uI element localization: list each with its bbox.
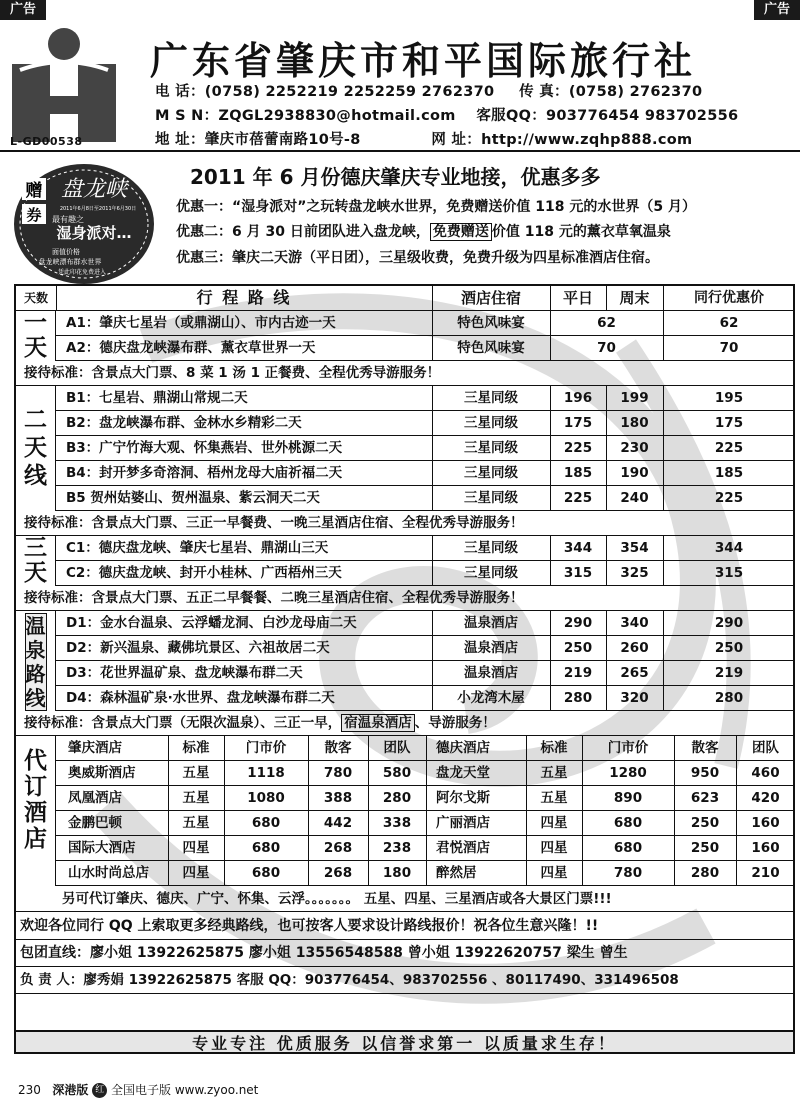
weekday-d4: 280: [563, 690, 593, 706]
hotel-b2: 三星同级: [464, 415, 518, 431]
weekend-c1: 354: [620, 540, 649, 556]
route-b2: B2：盘龙峡瀑布群、金林水乡精彩二天: [66, 415, 302, 431]
peer-b2: 175: [714, 415, 744, 431]
address-value: 肇庆市蓓蕾南路10号-8: [204, 132, 361, 148]
hotel-c2: 三星同级: [464, 565, 518, 581]
table-row: [16, 486, 793, 511]
weekday-b4: 185: [563, 465, 593, 481]
manager-line: 负 责 人：廖秀娟 13922625875 客服 QQ：903776454、983702556 、80117490、331496508: [16, 967, 793, 994]
peer-a1: 62: [719, 315, 739, 331]
day-two-text: 二天线: [24, 407, 47, 489]
hotel-dq-fit: 250: [690, 815, 720, 831]
hot-spring-text: 温泉路线: [25, 614, 46, 710]
table-row: [16, 561, 793, 586]
table-row: [16, 761, 793, 786]
hotel-b5: 三星同级: [464, 490, 518, 506]
hotel-dq-group: 160: [751, 815, 780, 831]
hotel-col-fit-l: 散客: [324, 740, 352, 756]
hotel-zq-rack: 1080: [247, 790, 285, 806]
hotel-zq-name: 奥威斯酒店: [68, 765, 136, 781]
hotel-dq-group: 420: [751, 790, 780, 806]
weekday-d2: 250: [563, 640, 593, 656]
hotel-col-group-l: 团队: [383, 740, 411, 756]
peer-d2: 250: [714, 640, 744, 656]
hotel-col-std-l: 标准: [182, 740, 210, 756]
contact-filler: [16, 994, 793, 1022]
hotel-zq-rack: 680: [251, 865, 281, 881]
hotel-zq-group: 280: [382, 790, 412, 806]
table-row: [16, 411, 793, 436]
peer-b4: 185: [714, 465, 744, 481]
route-d2: D2：新兴温泉、藏佛坑景区、六祖故居二天: [66, 640, 330, 656]
hotel-b4: 三星同级: [464, 465, 518, 481]
hotel-col-zq: 肇庆酒店: [68, 740, 122, 756]
hotel-dq-name: 广丽酒店: [436, 815, 490, 831]
weekday-d3: 219: [563, 665, 593, 681]
peer-b1: 195: [714, 390, 744, 406]
route-price-table: [14, 284, 795, 1054]
msn-label: M S N：: [155, 108, 219, 124]
weekend-b3: 230: [620, 440, 649, 456]
hotel-dq-fit: 250: [690, 840, 720, 856]
table-row: [16, 611, 793, 636]
hotel-dq-std: 四星: [540, 840, 568, 856]
hotel-dq-name: 阿尔戈斯: [436, 790, 490, 806]
hot-spring-standard: [16, 711, 793, 736]
promo-offer-1: 优惠一：“湿身派对”之玩转盘龙峡水世界，免费赠送价值 118 元的水世界（5 月）: [176, 199, 696, 215]
weekend-d2: 260: [620, 640, 649, 656]
hotel-col-rack-l: 门市价: [245, 740, 287, 756]
fax-label: 传 真：: [519, 84, 569, 100]
fax-value: (0758) 2762370: [568, 84, 703, 100]
route-a1: A1：肇庆七星岩（或鼎湖山）、市内古迹一天: [66, 315, 336, 331]
hotel-dq-std: 五星: [540, 765, 568, 781]
day-three-label: [16, 536, 56, 586]
address-line: [155, 128, 692, 149]
day-one-standard: 接待标准：含景点大门票、8 菜 1 汤 1 正餐费、全程优秀导游服务！: [16, 361, 793, 386]
header-divider: [0, 150, 800, 152]
hotel-b3: 三星同级: [464, 440, 518, 456]
badge-voucher-text: 券: [26, 206, 42, 224]
welcome-message: 欢迎各位同行 QQ 上索取更多经典路线，也可按客人要求设计路线报价！祝各位生意兴隆！!!: [16, 912, 793, 940]
table-row: [16, 436, 793, 461]
license-code: L-GD00538: [10, 135, 83, 148]
hotel-col-dq: 德庆酒店: [436, 740, 490, 756]
peer-d1: 290: [714, 615, 744, 631]
weekday-b5: 225: [563, 490, 593, 506]
badge-note-2: 盘龙峡漂布群水世界: [38, 258, 102, 266]
hot-spring-hotel-box: 宿温泉酒店: [341, 714, 415, 732]
hotel-zq-fit: 268: [323, 840, 353, 856]
table-row: [16, 786, 793, 811]
hotel-zq-fit: 780: [323, 765, 353, 781]
col-hotel: 酒店住宿: [460, 289, 521, 307]
route-d3: D3：花世界温矿泉、盘龙峡瀑布群二天: [66, 665, 303, 681]
slogan-banner: 专业专注 优质服务 以信誉求第一 以质量求生存！: [14, 1030, 795, 1054]
weekday-b2: 175: [563, 415, 593, 431]
hotel-zq-rack: 680: [251, 840, 281, 856]
hotel-zq-name: 国际大酒店: [68, 840, 136, 856]
badge-sub-text: 最有趣之: [52, 215, 84, 224]
hotel-a1: 特色风味宴: [457, 315, 525, 331]
page-number: 230: [18, 1083, 41, 1097]
col-weekend: 周末: [619, 289, 650, 307]
table-row: [16, 686, 793, 711]
weekday-c2: 315: [563, 565, 593, 581]
day-two-standard: 接待标准：含景点大门票、三正一早餐费、一晚三星酒店住宿、全程优秀导游服务！: [16, 511, 793, 536]
badge-brand-text: 盘龙峡: [60, 177, 128, 202]
hotel-zq-name: 金鹏巴顿: [68, 815, 122, 831]
weekend-b5: 240: [620, 490, 649, 506]
peer-d3: 219: [714, 665, 744, 681]
qq-label: 客服QQ：: [476, 108, 547, 124]
weekend-b4: 190: [620, 465, 649, 481]
hotel-zq-std: 五星: [182, 765, 210, 781]
badge-gift-text: 赠: [25, 181, 43, 201]
table-row: [16, 836, 793, 861]
table-row: [16, 636, 793, 661]
route-d4: D4：森林温矿泉·水世界、盘龙峡瀑布群二天: [66, 690, 335, 706]
website-link[interactable]: http://www.zqhp888.com: [481, 132, 693, 148]
hotel-dq-fit: 950: [690, 765, 720, 781]
hotel-zq-name: 山水时尚总店: [68, 865, 149, 881]
hotel-dq-rack: 680: [613, 815, 643, 831]
agency-logo-icon: [6, 24, 136, 150]
hotel-d2: 温泉酒店: [464, 640, 518, 656]
phone-value: (0758) 2252219 2252259 2762370: [204, 84, 495, 100]
promo-title: 2011 年 6 月份德庆肇庆专业地接，优惠多多: [190, 165, 601, 189]
peer-d4: 280: [714, 690, 744, 706]
hotel-header-row: [16, 736, 793, 761]
promo-offer-2-b: 价值 118 元的薰衣草氧温泉: [491, 224, 671, 240]
hotel-dq-rack: 780: [613, 865, 643, 881]
weekend-b1: 199: [620, 390, 649, 406]
table-row: [16, 386, 793, 411]
hotel-zq-rack: 1118: [247, 765, 285, 781]
table-row: [16, 811, 793, 836]
badge-date-text: 2011年6月8日至2011年6月30日: [59, 206, 137, 212]
hotel-dq-rack: 1280: [609, 765, 647, 781]
hotel-zq-std: 五星: [182, 815, 210, 831]
weekday-b3: 225: [563, 440, 593, 456]
hotel-zq-std: 四星: [182, 865, 210, 881]
ad-tag-left: 广告: [0, 0, 46, 20]
col-weekday: 平日: [562, 289, 593, 307]
hotel-zq-group: 338: [382, 815, 412, 831]
badge-note-1: 面值价格: [52, 248, 80, 256]
weekday-d1: 290: [563, 615, 593, 631]
table-row: [16, 336, 793, 361]
price-a1: 62: [597, 315, 616, 331]
address-label: 地 址：: [155, 132, 205, 148]
peer-b5: 225: [714, 490, 744, 506]
weekday-c1: 344: [563, 540, 593, 556]
table-row: [16, 661, 793, 686]
hot-spring-standard-b: 、导游服务！: [414, 715, 496, 731]
day-three-text: 三天: [24, 535, 47, 586]
hotel-zq-std: 四星: [182, 840, 210, 856]
peer-c2: 315: [714, 565, 744, 581]
hot-spring-standard-a: 接待标准：含景点大门票（无限次温泉）、三正一早，: [24, 715, 342, 731]
weekend-d3: 265: [620, 665, 649, 681]
edition-label: 深港版: [52, 1083, 89, 1097]
table-row: [16, 536, 793, 561]
peer-a2: 70: [719, 340, 739, 356]
day-two-label: [16, 386, 56, 511]
site-link[interactable]: 全国电子版 www.zyoo.net: [111, 1083, 259, 1097]
hot-spring-label: [16, 611, 56, 711]
route-d1: D1：金水台温泉、云浮蟠龙洞、白沙龙母庙二天: [66, 615, 357, 631]
hotel-dq-std: 五星: [540, 790, 568, 806]
table-row: [16, 311, 793, 336]
table-row: [16, 461, 793, 486]
page-footer: [18, 1081, 258, 1098]
hotel-zq-fit: 388: [323, 790, 353, 806]
hotel-dq-name: 醉然居: [436, 865, 477, 881]
promo-offer-2: [176, 221, 671, 241]
col-peer-price: 同行优惠价: [694, 290, 764, 306]
hotel-dq-fit: 623: [690, 790, 720, 806]
hotel-b1: 三星同级: [464, 390, 518, 406]
weekend-d4: 320: [620, 690, 649, 706]
route-b3: B3：广宁竹海大观、怀集燕岩、世外桃源二天: [66, 440, 343, 456]
hotel-col-std-r: 标准: [540, 740, 568, 756]
peer-b3: 225: [714, 440, 744, 456]
hotel-d3: 温泉酒店: [464, 665, 518, 681]
weekend-d1: 340: [620, 615, 649, 631]
route-b1: B1：七星岩、鼎湖山常规二天: [66, 390, 248, 406]
hotel-booking-label: [16, 736, 56, 886]
hotel-dq-group: 160: [751, 840, 780, 856]
contact-line: 包团直线：廖小姐 13922625875 廖小姐 13556548588 曾小姐 13922620757 梁生 曾生: [16, 940, 793, 967]
route-b5: B5 贺州姑婆山、贺州温泉、紫云洞天二天: [66, 490, 320, 506]
hotel-extra-note: 另可代订肇庆、德庆、广宁、怀集、云浮。。。。。。。 五星、四星、三星酒店或各大景区门票!!!: [16, 886, 793, 912]
hotel-dq-std: 四星: [540, 865, 568, 881]
gift-voucher-badge: [10, 160, 158, 288]
table-header-row: [16, 286, 793, 311]
hotel-d4: 小龙湾木屋: [457, 690, 525, 706]
col-route: 行 程 路 线: [196, 288, 292, 307]
weekend-c2: 325: [620, 565, 649, 581]
website-label: 网 址：: [431, 132, 482, 148]
phone-line: [155, 80, 702, 101]
route-b4: B4：封开梦多奇溶洞、梧州龙母大庙祈福二天: [66, 465, 343, 481]
hotel-col-fit-r: 散客: [691, 740, 719, 756]
hotel-d1: 温泉酒店: [464, 615, 518, 631]
hotel-zq-fit: 442: [323, 815, 353, 831]
hotel-zq-fit: 268: [323, 865, 353, 881]
hotel-zq-group: 180: [382, 865, 412, 881]
ad-tag-right: 广告: [754, 0, 800, 20]
hotel-col-group-r: 团队: [752, 740, 779, 756]
hotel-col-rack-r: 门市价: [607, 740, 649, 756]
day-one-text: 一天: [24, 310, 47, 361]
msn-value[interactable]: ZQGL2938830@hotmail.com: [218, 108, 456, 124]
hotel-dq-name: 君悦酒店: [436, 840, 490, 856]
day-three-standard: 接待标准：含景点大门票、五正二早餐餐、二晚三星酒店住宿、全程优秀导游服务！: [16, 586, 793, 611]
hotel-c1: 三星同级: [464, 540, 518, 556]
col-days: 天数: [23, 291, 48, 305]
hotel-zq-std: 五星: [182, 790, 210, 806]
route-c2: C2：德庆盘龙峡、封开小桂林、广西梧州三天: [66, 565, 342, 581]
hotel-zq-rack: 680: [251, 815, 281, 831]
msn-line: [155, 104, 738, 125]
company-name: 广东省肇庆市和平国际旅行社: [150, 39, 697, 83]
hotel-dq-std: 四星: [540, 815, 568, 831]
hotel-dq-group: 460: [751, 765, 780, 781]
hotel-dq-group: 210: [751, 865, 780, 881]
hotel-zq-group: 238: [382, 840, 412, 856]
hotel-booking-text: 代订酒店: [24, 748, 47, 852]
promo-free-gift-box: 免费赠送: [430, 223, 492, 241]
weekday-b1: 196: [563, 390, 593, 406]
hotel-dq-rack: 890: [613, 790, 643, 806]
table-row: [16, 861, 793, 886]
badge-event-text: 湿身派对…: [56, 224, 132, 242]
price-a2: 70: [597, 340, 616, 356]
hotel-zq-group: 580: [382, 765, 412, 781]
promo-offer-2-a: 优惠二：6 月 30 日前团队进入盘龙峡，: [176, 224, 430, 240]
weekend-b2: 180: [620, 415, 649, 431]
hotel-zq-name: 凤凰酒店: [68, 790, 122, 806]
route-a2: A2：德庆盘龙峡瀑布群、薰衣草世界一天: [66, 340, 316, 356]
route-c1: C1：德庆盘龙峡、肇庆七星岩、鼎湖山三天: [66, 540, 329, 556]
qq-value: 903776454 983702556: [546, 108, 739, 124]
promo-offer-3: 优惠三：肇庆二天游（平日团），三星级收费，免费升级为四星标准酒店住宿。: [176, 250, 659, 266]
hotel-dq-name: 盘龙天堂: [436, 765, 490, 781]
phone-label: 电 话：: [155, 84, 205, 100]
badge-note-3: 凭此印花免费进入: [57, 269, 107, 276]
hotel-dq-fit: 280: [690, 865, 720, 881]
peer-c1: 344: [714, 540, 744, 556]
day-one-label: [16, 311, 56, 361]
hotel-dq-rack: 680: [613, 840, 643, 856]
edition-circle-icon: 红: [92, 1083, 107, 1098]
hotel-a2: 特色风味宴: [457, 340, 525, 356]
